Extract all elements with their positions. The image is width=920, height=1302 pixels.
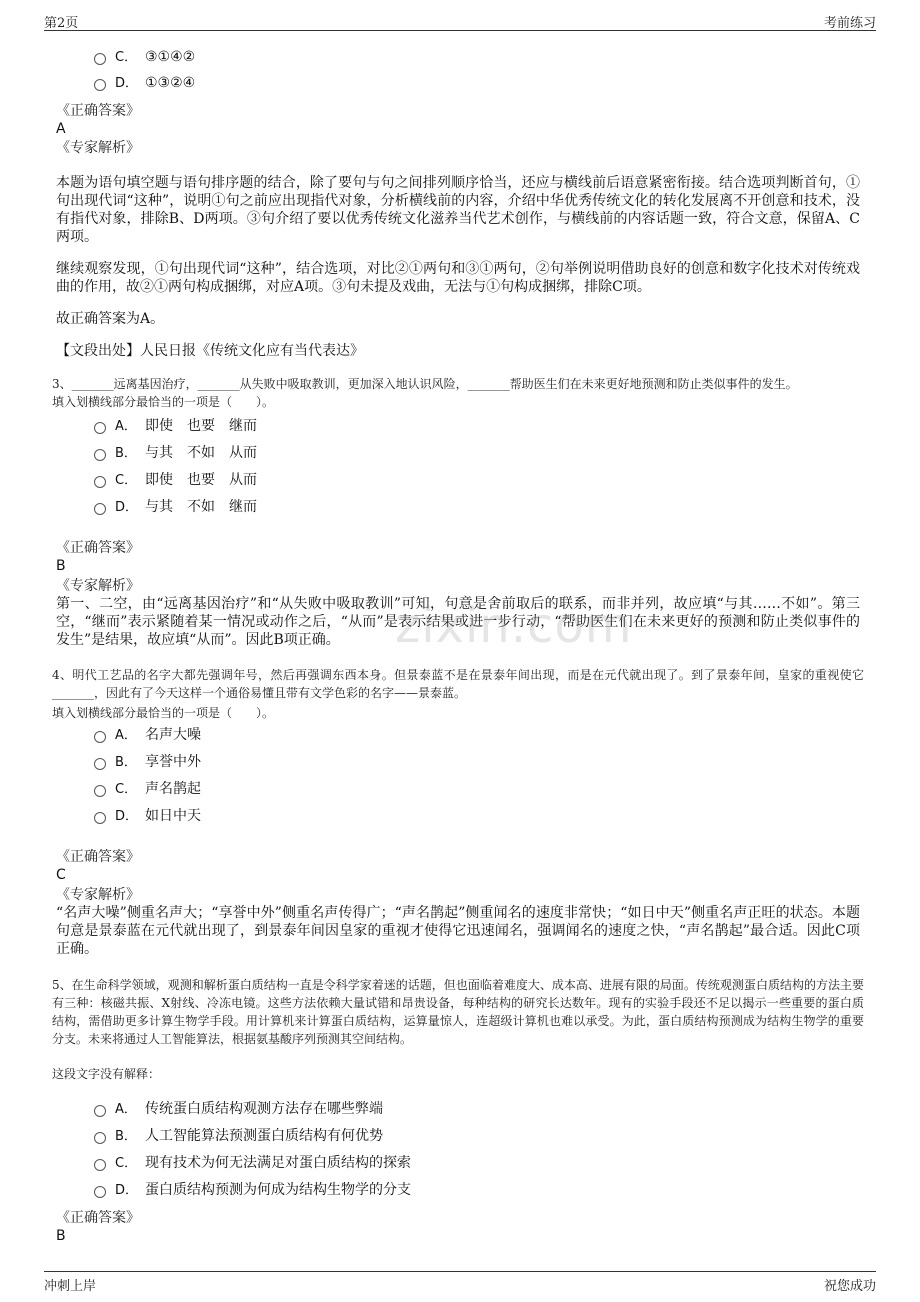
option-text: 享誉中外 <box>145 754 201 770</box>
header-title: 考前练习 <box>823 16 876 31</box>
q5-option-d[interactable]: D． 蛋白质结构预测为何成为结构生物学的分支 <box>94 1180 411 1200</box>
q4-analysis: “名声大噪”侧重名声大；“享誉中外”侧重名声传得广；“声名鹊起”侧重闻名的速度非常快；“如日中天”侧重名声正旺的状态。本题句意是景泰蓝在元代就出现了，到景泰年间因皇家的重视才使得它迅速闻名，强调闻名的速度之快，“声名鹊起”最合适。因此C项正确。 <box>56 905 860 957</box>
radio-icon[interactable] <box>94 422 106 434</box>
q2-source: 【文段出处】人民日报《传统文化应有当代表达》 <box>56 343 364 359</box>
q4-option-a[interactable]: A． 名声大噪 <box>94 725 201 745</box>
q4-stem: 4、明代工艺品的名字大都先强调年号，然后再强调东西本身。但景泰蓝不是在景泰年间出现，而是在元代就出现了。到了景泰年间，皇家的重视使它_______，因此有了今天这样一个通俗易懂且带有文学色彩的名字——景泰蓝。 <box>52 668 864 700</box>
radio-icon[interactable] <box>94 476 106 488</box>
page-header <box>44 10 876 31</box>
q2-answer: A <box>56 121 66 137</box>
option-text: 如日中天 <box>145 808 201 824</box>
watermark: zixin.com <box>395 598 633 654</box>
option-text: ①③②④ <box>145 75 196 91</box>
q4-analysis-label: 《专家解析》 <box>56 887 140 903</box>
q5-option-b[interactable]: B． 人工智能算法预测蛋白质结构有何优势 <box>94 1126 383 1146</box>
option-text: 即使 也要 从而 <box>145 472 257 488</box>
option-text: 人工智能算法预测蛋白质结构有何优势 <box>145 1128 383 1144</box>
q2-analysis-p3: 故正确答案为A。 <box>56 311 165 327</box>
radio-icon[interactable] <box>94 1132 106 1144</box>
q2-option-c[interactable]: C． ③①④② <box>94 47 195 67</box>
radio-icon[interactable] <box>94 503 106 515</box>
q4-option-c[interactable]: C． 声名鹊起 <box>94 779 201 799</box>
option-text: 名声大噪 <box>145 727 201 743</box>
q5-option-a[interactable]: A． 传统蛋白质结构观测方法存在哪些弊端 <box>94 1099 383 1119</box>
q2-option-d[interactable]: D． ①③②④ <box>94 73 195 93</box>
q5-answer-label: 《正确答案》 <box>56 1210 140 1226</box>
q3-option-c[interactable]: C． 即使 也要 从而 <box>94 470 257 490</box>
q3-option-d[interactable]: D． 与其 不如 继而 <box>94 497 257 517</box>
option-text: 声名鹊起 <box>145 781 201 797</box>
radio-icon[interactable] <box>94 1186 106 1198</box>
page-number: 第2页 <box>44 16 79 31</box>
q3-answer-label: 《正确答案》 <box>56 540 140 556</box>
radio-icon[interactable] <box>94 758 106 770</box>
q2-analysis-p1: 本题为语句填空题与语句排序题的结合，除了要句与句之间排列顺序恰当，还应与横线前后语意紧密衔接。结合选项判断首句，①句出现代词“这种”，说明①句之前应出现指代对象，分析横线前的内容，介绍中华优秀传统文化的转化发展离不开创意和技术，没有指代对象，排除B、D两项。③句介绍了要以优秀传统文化滋养当代艺术创作，与横线前的内容话题一致，符合文意，保留A、C两项。 <box>56 175 860 245</box>
q4-answer-label: 《正确答案》 <box>56 849 140 865</box>
q3-analysis: 第一、二空，由“远离基因治疗”和“从失败中吸取教训”可知，句意是舍前取后的联系，而非并列，故应填“与其……不如”。第三空，“继而”表示紧随着某一情况或动作之后，“从而”是表示结果或进一步行动，“帮助医生们在未来更好的预测和防止类似事件的发生”是结果，故应填“从而”。因此B项正确。 <box>56 596 860 648</box>
option-text: 即使 也要 继而 <box>145 418 257 434</box>
q3-answer: B <box>56 558 66 574</box>
option-text: 与其 不如 继而 <box>145 499 257 515</box>
radio-icon[interactable] <box>94 1105 106 1117</box>
option-text: 现有技术为何无法满足对蛋白质结构的探索 <box>145 1155 411 1171</box>
q4-option-b[interactable]: B． 享誉中外 <box>94 752 201 772</box>
q3-prompt: 填入划横线部分最恰当的一项是（ ）。 <box>52 395 275 409</box>
q5-stem: 5、在生命科学领域，观测和解析蛋白质结构一直是令科学家着迷的话题，但也面临着难度大、成本高、进展有限的局面。传统观测蛋白质结构的方法主要有三种：核磁共振、X射线、冷冻电镜。这些方法依赖大量试错和昂贵设备，每种结构的研究长达数年。现有的实验手段还不足以揭示一些重要的蛋白质结构，需借助更多计算生物学手段。用计算机来计算蛋白质结构，运算量惊人，连超级计算机也难以承受。为此，蛋白质结构预测成为结构生物学的重要分支。未来将通过人工智能算法，根据氨基酸序列预测其空间结构。 <box>52 978 864 1046</box>
radio-icon[interactable] <box>94 1159 106 1171</box>
option-text: ③①④② <box>145 49 196 65</box>
q5-option-c[interactable]: C． 现有技术为何无法满足对蛋白质结构的探索 <box>94 1153 411 1173</box>
q5-prompt: 这段文字没有解释： <box>52 1067 161 1081</box>
radio-icon[interactable] <box>94 731 106 743</box>
option-text: 传统蛋白质结构观测方法存在哪些弊端 <box>145 1101 383 1117</box>
q2-answer-label: 《正确答案》 <box>56 103 140 119</box>
radio-icon[interactable] <box>94 812 106 824</box>
q2-analysis-label: 《专家解析》 <box>56 140 140 156</box>
radio-icon[interactable] <box>94 785 106 797</box>
option-text: 与其 不如 从而 <box>145 445 257 461</box>
footer-left: 冲刺上岸 <box>44 1279 97 1294</box>
q2-analysis-p2: 继续观察发现，①句出现代词“这种”，结合选项，对比②①两句和③①两句，②句举例说明借助良好的创意和数字化技术对传统戏曲的作用，故②①两句构成捆绑，对应A项。③句未提及戏曲，无法与①句构成捆绑，排除C项。 <box>56 261 860 295</box>
radio-icon[interactable] <box>94 449 106 461</box>
q4-answer: C <box>56 867 66 883</box>
q3-stem: 3、_______远离基因治疗，_______从失败中吸取教训，更加深入地认识风险，_______帮助医生们在未来更好地预测和防止类似事件的发生。 <box>52 377 798 391</box>
q3-option-a[interactable]: A． 即使 也要 继而 <box>94 416 257 436</box>
footer-right: 祝您成功 <box>823 1279 876 1294</box>
radio-icon[interactable] <box>94 79 106 91</box>
radio-icon[interactable] <box>94 53 106 65</box>
q5-answer: B <box>56 1228 66 1244</box>
page-footer <box>44 1271 876 1294</box>
q3-option-b[interactable]: B． 与其 不如 从而 <box>94 443 257 463</box>
option-text: 蛋白质结构预测为何成为结构生物学的分支 <box>145 1182 411 1198</box>
q3-analysis-label: 《专家解析》 <box>56 578 140 594</box>
q4-prompt: 填入划横线部分最恰当的一项是（ ）。 <box>52 706 275 720</box>
q4-option-d[interactable]: D． 如日中天 <box>94 806 201 826</box>
